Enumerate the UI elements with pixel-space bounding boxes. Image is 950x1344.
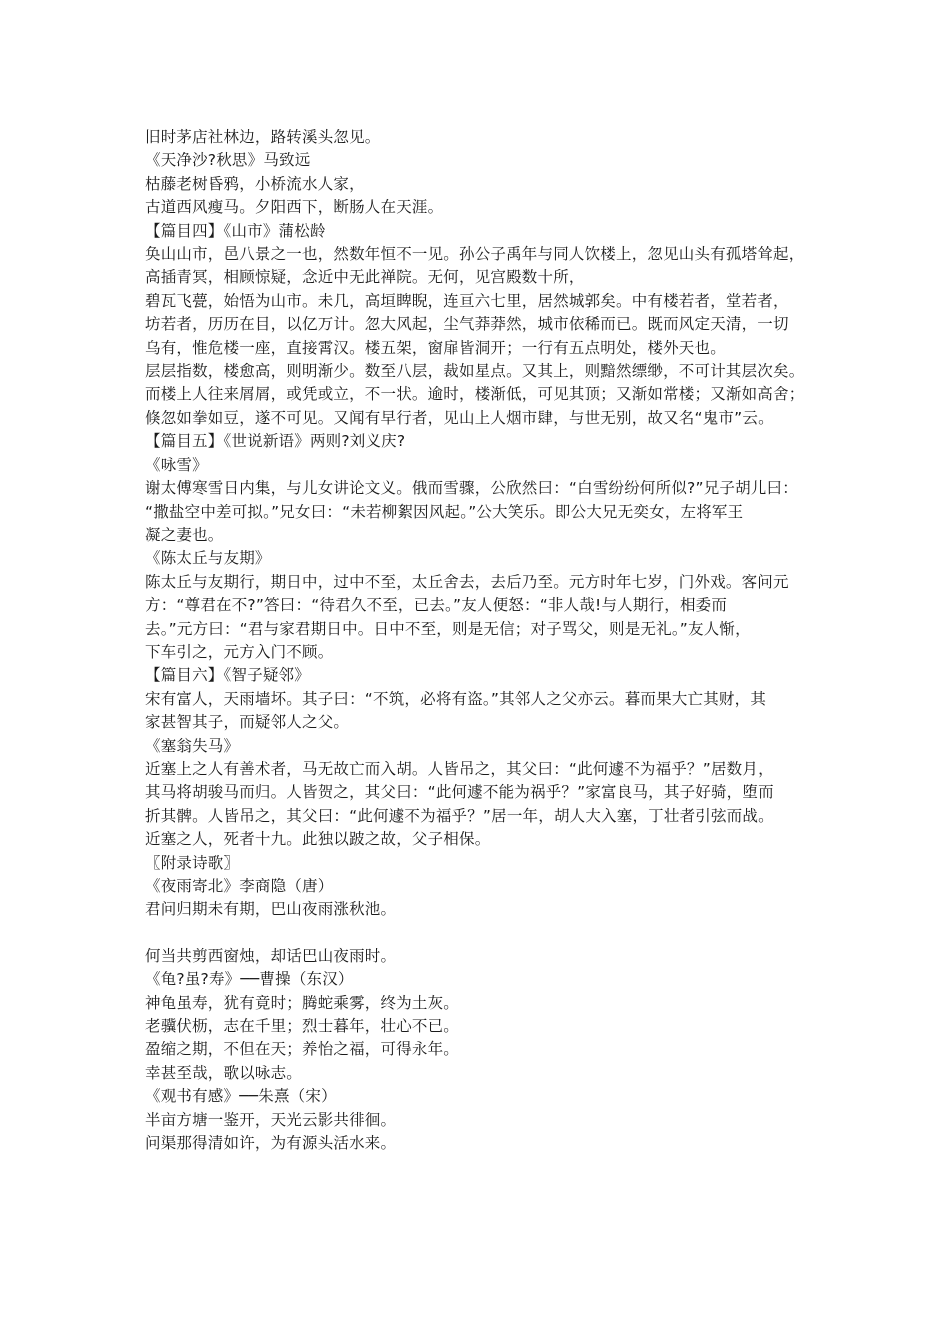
- section-heading: 【篇目四】《山市》蒲松龄: [145, 221, 326, 240]
- text-line: 半亩方塘一鉴开，天光云影共徘徊。: [145, 1110, 397, 1129]
- text-line: 方：“尊君在不?”答曰：“待君久不至，已去。”友人便怒：“非人哉!与人期行，相委而: [145, 596, 728, 615]
- text-line: 去。”元方曰：“君与家君期日中。日中不至，则是无信；对子骂父，则是无礼。”友人惭，: [145, 619, 751, 638]
- text-line: 幸甚至哉，歌以咏志。: [145, 1063, 303, 1082]
- text-line: 神龟虽寿，犹有竟时；腾蛇乘雾，终为土灰。: [145, 993, 460, 1012]
- text-line: 碧瓦飞甍，始悟为山市。未几，高垣睥睨，连亘六七里，居然城郭矣。中有楼若者，堂若者，: [145, 291, 789, 310]
- text-line: 宋有富人，天雨墙坏。其子曰：“不筑，必将有盗。”其邻人之父亦云。暮而果大亡其财，其: [145, 689, 767, 708]
- poem-title: 《观书有感》──朱熹（宋）: [145, 1087, 337, 1106]
- section-heading: 【篇目六】《智子疑邻》: [145, 666, 310, 685]
- text-line: 其马将胡骏马而归。人皆贺之，其父曰：“此何遽不能为祸乎？”家富良马，其子好骑，堕而: [145, 783, 774, 802]
- text-line: 谢太傅寒雪日内集，与儿女讲论文义。俄而雪骤，公欣然曰：“白雪纷纷何所似?”兄子胡儿曰：: [145, 479, 798, 498]
- text-line: 家甚智其子，而疑邻人之父。: [145, 713, 350, 732]
- poem-title: 《陈太丘与友期》: [145, 549, 271, 568]
- poem-title: 《天净沙?秋思》马致远: [145, 151, 311, 170]
- poem-title: 《咏雪》: [145, 455, 208, 474]
- text-line: 旧时茅店社林边，路转溪头忽见。: [145, 128, 381, 146]
- text-line: 老骥伏枥，志在千里；烈士暮年，壮心不已。: [145, 1017, 460, 1036]
- text-line: 乌有，惟危楼一座，直接霄汉。楼五架，窗扉皆洞开；一行有五点明处，楼外天也。: [145, 338, 726, 357]
- text-line: 凝之妻也。: [145, 525, 224, 544]
- text-line: 君问归期未有期，巴山夜雨涨秋池。: [145, 900, 397, 919]
- section-heading: 〖附录诗歌〗: [145, 853, 240, 872]
- text-line: 倏忽如拳如豆，遂不可见。又闻有早行者，见山上人烟市肆，与世无别，故又名“鬼市”云。: [145, 408, 774, 427]
- text-line: “撒盐空中差可拟。”兄女曰：“未若柳絮因风起。”公大笑乐。即公大兄无奕女，左将军王: [145, 502, 744, 521]
- text-line: 近塞上之人有善术者，马无故亡而入胡。人皆吊之，其父曰：“此何遽不为福乎？”居数月，: [145, 759, 774, 778]
- document-body: [145, 126, 825, 1155]
- text-line: 折其髀。人皆吊之，其父曰：“此何遽不为福乎？”居一年，胡人大入塞，丁壮者引弦而战。: [145, 806, 774, 825]
- text-line: 近塞之人，死者十九。此独以跛之故，父子相保。: [145, 830, 491, 849]
- text-line: 何当共剪西窗烛，却话巴山夜雨时。: [145, 946, 397, 965]
- text-line: 下车引之，元方入门不顾。: [145, 642, 334, 661]
- text-line: 奂山山市，邑八景之一也，然数年恒不一见。孙公子禹年与同人饮楼上，忽见山头有孤塔耸起，: [145, 245, 805, 264]
- text-line: 而楼上人往来屑屑，或凭或立，不一状。逾时，楼渐低，可见其顶；又渐如常楼；又渐如高舍；: [145, 385, 805, 404]
- text-line: 枯藤老树昏鸦，小桥流水人家，: [145, 174, 365, 193]
- text-line: 盈缩之期，不但在天；养怡之福，可得永年。: [145, 1040, 460, 1059]
- text-line: 陈太丘与友期行，期日中，过中不至，太丘舍去，去后乃至。元方时年七岁，门外戏。客问元: [145, 572, 789, 591]
- text-line: 问渠那得清如许，为有源头活水来。: [145, 1134, 397, 1153]
- poem-title: 《塞翁失马》: [145, 736, 240, 755]
- poem-title: 《龟?虽?寿》──曹操（东汉）: [145, 970, 354, 989]
- text-line: 层层指数，楼愈高，则明渐少。数至八层，裁如星点。又其上，则黯然缥缈，不可计其层次矣。: [145, 362, 805, 381]
- poem-title: 《夜雨寄北》李商隐（唐）: [145, 877, 334, 895]
- text-line: 古道西风瘦马。夕阳西下，断肠人在天涯。: [145, 198, 444, 217]
- section-heading: 【篇目五】《世说新语》两则?刘义庆?: [145, 432, 406, 451]
- blank-line: [145, 922, 825, 945]
- text-line: 坊若者，历历在目，以亿万计。忽大风起，尘气莽莽然，城市依稀而已。既而风定天清，一切: [145, 315, 789, 334]
- text-line: 高插青冥，相顾惊疑，念近中无此禅院。无何，见宫殿数十所，: [145, 268, 585, 287]
